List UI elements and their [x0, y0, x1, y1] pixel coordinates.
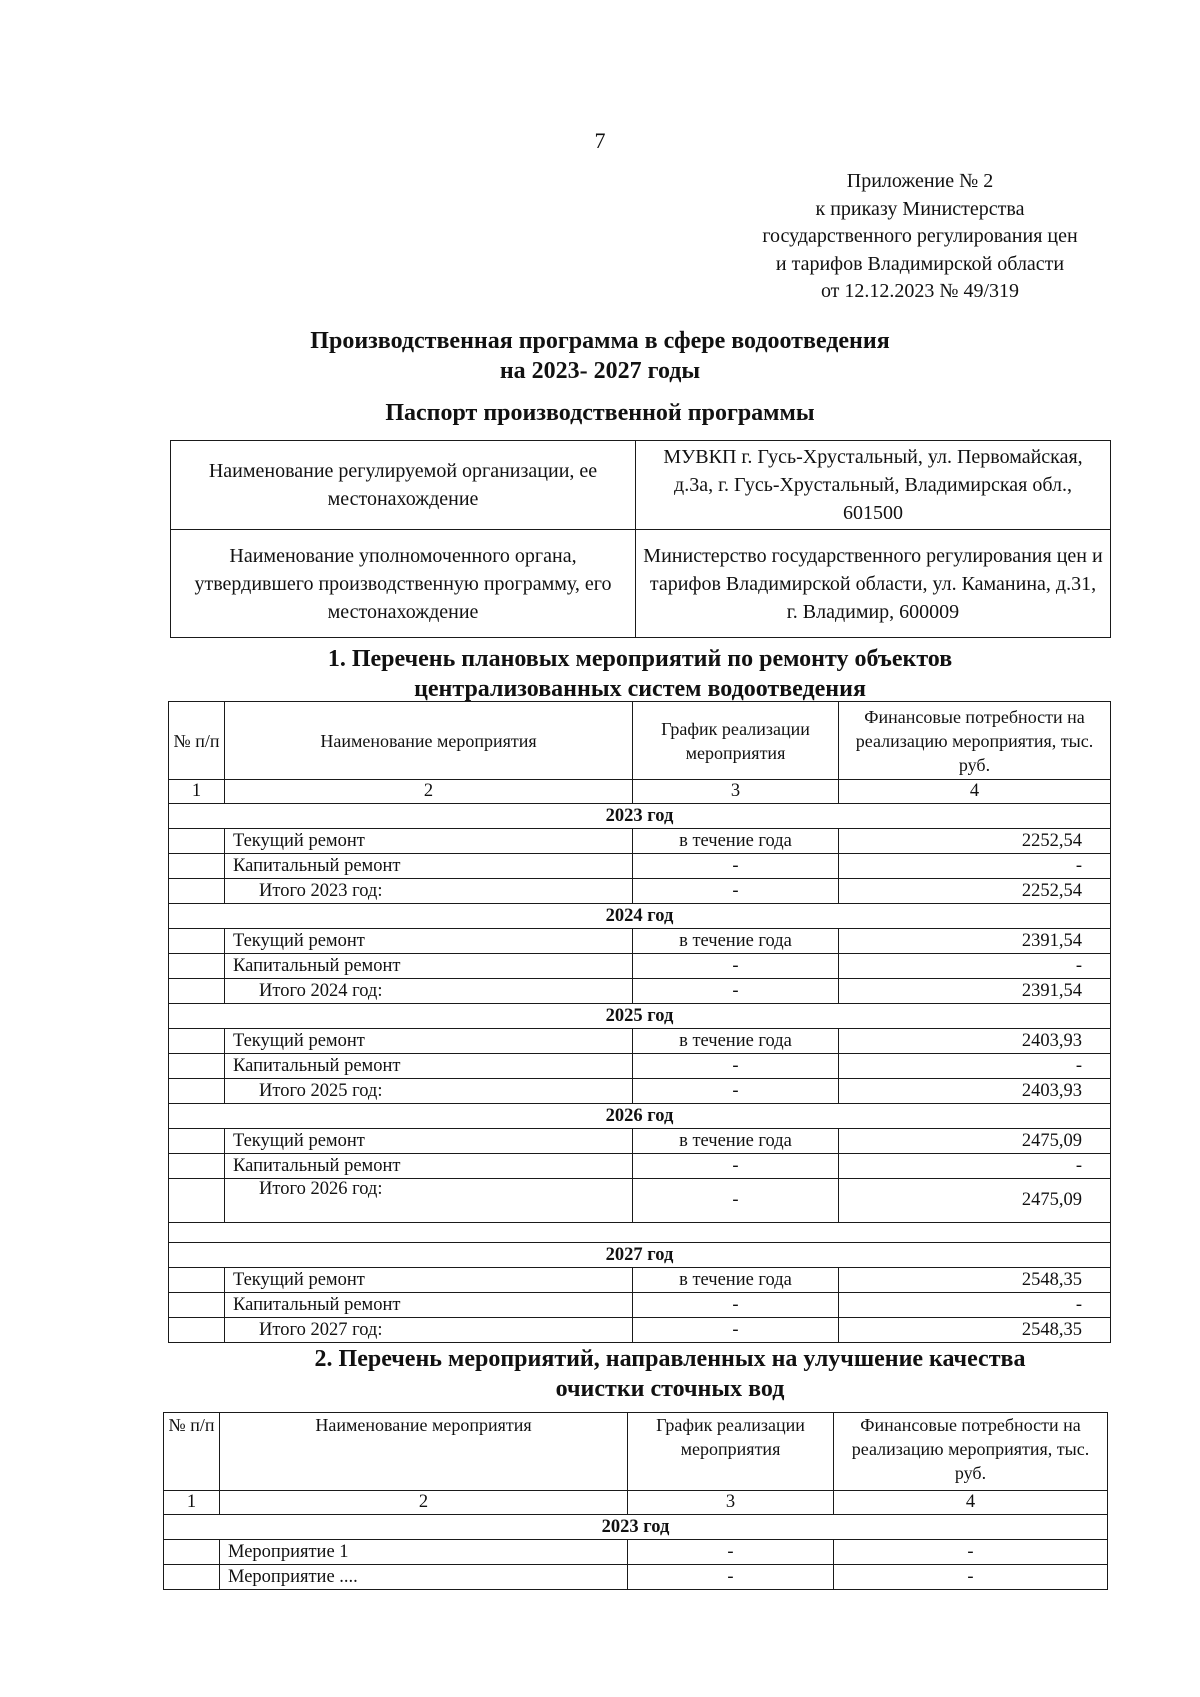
appendix-line: к приказу Министерства: [815, 197, 1025, 220]
table-row: [169, 929, 1111, 954]
table-header-row: [169, 702, 1111, 780]
table-row: [169, 829, 1111, 854]
section1-title-line: централизованных систем водоотведения: [414, 676, 866, 702]
spacer-cell: [169, 1223, 1111, 1243]
row-schedule: -: [633, 1179, 839, 1223]
row-number: [164, 1540, 220, 1565]
row-number: [169, 1029, 225, 1054]
row-number: [169, 1293, 225, 1318]
row-number: [169, 879, 225, 904]
passport-label: Наименование уполномоченного органа, утвердившего производственную программу, его местонахождение: [171, 530, 636, 638]
table-row: [169, 1029, 1111, 1054]
section1-title-line: 1. Перечень плановых мероприятий по ремонту объектов: [327, 646, 953, 672]
repair-plan-table: [168, 701, 1111, 1343]
row-amount: -: [834, 1565, 1108, 1590]
row-amount: 2252,54: [839, 829, 1111, 854]
row-number: [169, 1179, 225, 1223]
row-schedule: в течение года: [633, 829, 839, 854]
row-number: [169, 979, 225, 1004]
table-row: [164, 1540, 1108, 1565]
year-label: 2026 год: [169, 1104, 1111, 1129]
row-schedule: -: [633, 854, 839, 879]
row-amount: 2548,35: [839, 1268, 1111, 1293]
header-name: Наименование мероприятия: [220, 1413, 628, 1491]
table-row: [169, 1129, 1111, 1154]
year-label: 2024 год: [169, 904, 1111, 929]
header-amount: Финансовые потребности на реализацию мероприятия, тыс. руб.: [839, 702, 1111, 780]
year-row: [169, 804, 1111, 829]
document-title: [150, 326, 1050, 386]
column-number: 2: [220, 1491, 628, 1515]
row-amount: 2475,09: [839, 1129, 1111, 1154]
row-amount: -: [839, 954, 1111, 979]
passport-row: [171, 441, 1111, 530]
table-row: [169, 954, 1111, 979]
row-amount: 2391,54: [839, 979, 1111, 1004]
section1-title: [170, 644, 1110, 704]
appendix-line: и тарифов Владимирской области: [775, 252, 1065, 275]
appendix-line: от 12.12.2023 № 49/319: [820, 280, 1020, 302]
table-row: [164, 1565, 1108, 1590]
row-number: [164, 1565, 220, 1590]
row-name: Текущий ремонт: [225, 929, 633, 954]
appendix-header: [700, 168, 1140, 306]
header-schedule: График реализации мероприятия: [628, 1413, 834, 1491]
table-row: [169, 854, 1111, 879]
passport-row: [171, 530, 1111, 638]
table-row-total: [169, 1179, 1111, 1223]
row-schedule: в течение года: [633, 929, 839, 954]
row-name: Капитальный ремонт: [225, 954, 633, 979]
row-schedule: -: [628, 1540, 834, 1565]
row-number: [169, 1079, 225, 1104]
row-number: [169, 1268, 225, 1293]
row-number: [169, 1054, 225, 1079]
table-row-total: [169, 879, 1111, 904]
year-row: [169, 1243, 1111, 1268]
row-schedule: в течение года: [633, 1029, 839, 1054]
row-name: Итого 2024 год:: [225, 979, 633, 1004]
spacer-row: [169, 1223, 1111, 1243]
header-name: Наименование мероприятия: [225, 702, 633, 780]
row-number: [169, 1129, 225, 1154]
year-row: [169, 904, 1111, 929]
passport-table: [170, 440, 1111, 638]
column-number: 2: [225, 780, 633, 804]
column-number: 4: [839, 780, 1111, 804]
row-name: Капитальный ремонт: [225, 1054, 633, 1079]
table-row-total: [169, 1079, 1111, 1104]
passport-value: Министерство государственного регулирования цен и тарифов Владимирской области, ул. Каманина, д.31, г. Владимир, 600009: [636, 530, 1111, 638]
row-name: Текущий ремонт: [225, 1029, 633, 1054]
year-label: 2023 год: [169, 804, 1111, 829]
column-number: 3: [633, 780, 839, 804]
row-number: [169, 929, 225, 954]
appendix-line: Приложение № 2: [846, 170, 994, 192]
passport-value: МУВКП г. Гусь-Хрустальный, ул. Первомайская, д.3а, г. Гусь-Хрустальный, Владимирская обл., 601500: [636, 441, 1111, 530]
row-number: [169, 954, 225, 979]
year-row: [169, 1104, 1111, 1129]
row-name: Капитальный ремонт: [225, 854, 633, 879]
row-amount: -: [839, 1293, 1111, 1318]
row-schedule: -: [633, 1079, 839, 1104]
year-row: [169, 1004, 1111, 1029]
quality-measures-table: [163, 1412, 1108, 1590]
row-schedule: -: [633, 979, 839, 1004]
row-schedule: -: [633, 1154, 839, 1179]
table-row: [169, 1154, 1111, 1179]
section2-title: [220, 1344, 1120, 1404]
row-schedule: в течение года: [633, 1268, 839, 1293]
column-numbers-row: [169, 780, 1111, 804]
row-name: Итого 2027 год:: [225, 1318, 633, 1343]
column-number: 3: [628, 1491, 834, 1515]
row-amount: -: [839, 1154, 1111, 1179]
row-amount: 2548,35: [839, 1318, 1111, 1343]
document-title-line: Производственная программа в сфере водоотведения: [310, 328, 890, 354]
table-header-row: [164, 1413, 1108, 1491]
table-row: [169, 1268, 1111, 1293]
document-title-line: на 2023- 2027 годы: [499, 358, 701, 384]
header-amount: Финансовые потребности на реализацию мероприятия, тыс. руб.: [834, 1413, 1108, 1491]
row-name: Итого 2023 год:: [225, 879, 633, 904]
row-schedule: -: [633, 1054, 839, 1079]
row-amount: -: [839, 1054, 1111, 1079]
year-label: 2023 год: [164, 1515, 1108, 1540]
row-name: Мероприятие 1: [220, 1540, 628, 1565]
row-amount: 2475,09: [839, 1179, 1111, 1223]
row-schedule: -: [633, 879, 839, 904]
year-label: 2025 год: [169, 1004, 1111, 1029]
year-row: [164, 1515, 1108, 1540]
row-number: [169, 829, 225, 854]
row-number: [169, 1318, 225, 1343]
table-row-total: [169, 979, 1111, 1004]
column-number: 1: [164, 1491, 220, 1515]
row-amount: 2403,93: [839, 1079, 1111, 1104]
table-row: [169, 1293, 1111, 1318]
row-name: Капитальный ремонт: [225, 1154, 633, 1179]
row-schedule: -: [633, 954, 839, 979]
row-name: Текущий ремонт: [225, 1268, 633, 1293]
row-amount: 2403,93: [839, 1029, 1111, 1054]
row-amount: -: [839, 854, 1111, 879]
appendix-line: государственного регулирования цен: [762, 225, 1078, 247]
row-name: Итого 2026 год:: [225, 1179, 633, 1223]
row-name: Мероприятие ....: [220, 1565, 628, 1590]
column-numbers-row: [164, 1491, 1108, 1515]
row-number: [169, 1154, 225, 1179]
passport-title: Паспорт производственной программы: [385, 400, 815, 426]
row-schedule: в течение года: [633, 1129, 839, 1154]
row-name: Текущий ремонт: [225, 1129, 633, 1154]
column-number: 1: [169, 780, 225, 804]
row-schedule: -: [633, 1293, 839, 1318]
year-label: 2027 год: [169, 1243, 1111, 1268]
row-amount: 2391,54: [839, 929, 1111, 954]
header-number: № п/п: [164, 1413, 220, 1491]
table-row: [169, 1054, 1111, 1079]
row-schedule: -: [633, 1318, 839, 1343]
column-number: 4: [834, 1491, 1108, 1515]
header-schedule: График реализации мероприятия: [633, 702, 839, 780]
table-row-total: [169, 1318, 1111, 1343]
row-name: Текущий ремонт: [225, 829, 633, 854]
section2-title-line: очистки сточных вод: [555, 1376, 785, 1402]
row-name: Капитальный ремонт: [225, 1293, 633, 1318]
row-name: Итого 2025 год:: [225, 1079, 633, 1104]
section2-title-line: 2. Перечень мероприятий, направленных на улучшение качества: [314, 1346, 1026, 1372]
row-amount: 2252,54: [839, 879, 1111, 904]
page-number: 7: [594, 128, 606, 153]
passport-label: Наименование регулируемой организации, ее местонахождение: [171, 441, 636, 530]
header-number: № п/п: [169, 702, 225, 780]
row-amount: -: [834, 1540, 1108, 1565]
row-number: [169, 854, 225, 879]
row-schedule: -: [628, 1565, 834, 1590]
